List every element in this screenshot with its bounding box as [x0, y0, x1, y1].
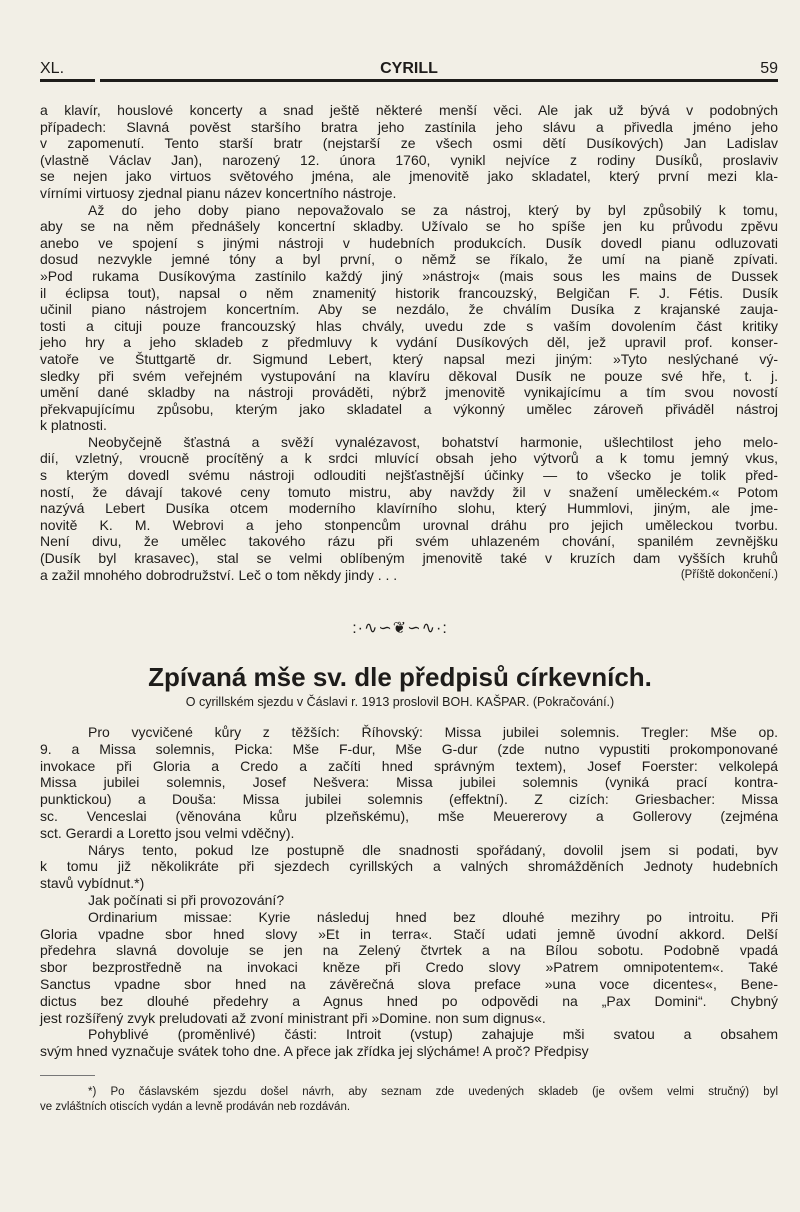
- text-line: [40, 185, 778, 202]
- line-text: stavů vybídnut.*): [40, 875, 145, 892]
- text-line: [40, 351, 778, 368]
- line-text: dií, vzletný, vroucně procítěný a k srdci mluvící obsah jeho výtvorů a k tomu jemný vkus,: [40, 450, 778, 467]
- line-text: »Pod rukama Dusíkovýma zastínilo každý jiný »nástroj« (mais sous les mains de Dussek: [40, 267, 778, 284]
- footnote-line: *) Po čáslavském sjezdu došel návrh, aby seznam zde uvedených skladeb (je ovšem velmi stručný) byl: [88, 1086, 778, 1098]
- volume-number: XL.: [40, 60, 65, 77]
- line-text: Pohyblivé (proměnlivé) části: Introit (vstup) zahajuje mši svatou a obsahem: [88, 1026, 778, 1043]
- text-line: [40, 368, 778, 385]
- line-text: a zažil mnohého dobrodružství. Leč o tom někdy jindy . . .: [40, 566, 398, 583]
- line-text: sbor bezprostředně na invokaci kněze při Credo slovy »Patrem omnipotentem«. Také: [40, 959, 778, 976]
- line-text: svým hned vyznačuje svátek toho dne. A přece jak zřídka jej slýcháme! A proč? Předpisy: [40, 1043, 589, 1060]
- text-line: [40, 1026, 778, 1043]
- text-line: [40, 384, 778, 401]
- line-text: Gloria vpadne sbor hned slovy »Et in terra«. Stačí udati jemně úvodní akkord. Delší: [40, 925, 778, 942]
- text-line: [40, 285, 778, 302]
- line-text: Missa jubilei solemnis, Josef Nešvera: Missa jubilei solemnis (vyniká prací kontra-: [40, 774, 778, 791]
- text-line: [40, 724, 778, 741]
- line-text: sc. Venceslai (věnována kůru plzeňskému), mše Meuererovy a Gollerovy (zejména: [40, 807, 778, 824]
- article-title: Zpívaná mše sv. dle předpisů církevních.: [148, 662, 652, 692]
- line-text: překvapujícímu způsobu, kterým jako skladatel a výkonný umělec zároveň přiváděl nástroj: [40, 400, 778, 417]
- running-header: [40, 58, 778, 80]
- text-line: [40, 808, 778, 825]
- header-rule-main: [100, 79, 778, 82]
- line-text: jeho hry a jeho skladeb z předmluvy k vydání Dusíkových děl, jež upravil prof. konser-: [40, 334, 778, 351]
- line-text: punktickou) a Douša: Missa jubilei solemnis (effektní). Z cizích: Griesbacher: Missa: [40, 791, 778, 808]
- line-text: ností, že dávají takové ceny tomuto mistru, aby navždy žil v snažení uměleckém.« Potom: [40, 483, 778, 500]
- text-line: [40, 993, 778, 1010]
- line-text: k tomu již několikráte při sjezdech cyrillských a valných shromážděních Jednoty hudebních: [40, 858, 778, 875]
- text-line: [40, 301, 778, 318]
- article-mass-text: [40, 724, 778, 1060]
- line-text: případech: Slavná pověst staršího bratra jeho zastínila jeho slávu a přivedla jméno jeho: [40, 118, 778, 135]
- footnote-rule: [40, 1075, 95, 1076]
- footnote: [40, 1085, 778, 1115]
- text-line: [40, 942, 778, 959]
- line-text: novitě K. M. Webrovi a jeho stonpencům urovnal dráhu pro jejich uměleckou tvorbu.: [40, 516, 778, 533]
- text-line: [40, 318, 778, 335]
- line-text: Nárys tento, pokud lze postupně dle snadnosti spořádaný, dovolil jsem si podati, byv: [88, 841, 778, 858]
- text-line: [40, 218, 778, 235]
- text-line: [40, 168, 778, 185]
- text-line: [40, 500, 778, 517]
- text-line: [40, 926, 778, 943]
- text-line: [40, 892, 778, 909]
- text-line: [40, 976, 778, 993]
- text-line: [40, 152, 778, 169]
- text-line: [40, 741, 778, 758]
- line-text: (vlastně Václav Jan), narozený 12. února 1760, vynikl nejvíce z rodiny Dusíků, proslaviv: [40, 151, 778, 168]
- line-text: učinil piano nástrojem koncertním. Aby se nezdálo, že chválím Dusíka z krajanské zauja-: [40, 301, 778, 318]
- line-text: nazývá Lebert Dusíka otcem moderního klavírního slohu, který Hummlovi, jiným, ale jme-: [40, 500, 778, 517]
- text-line: [40, 484, 778, 501]
- text-line: [40, 235, 778, 252]
- text-line: [40, 959, 778, 976]
- text-line: [40, 251, 778, 268]
- text-line: [40, 102, 778, 119]
- line-text: 9. a Missa solemnis, Picka: Mše F-dur, Mše G-dur (zde nutno vypustiti prokomponované: [40, 740, 778, 757]
- line-text: Ordinarium missae: Kyrie následuj hned bez dlouhé mezihry po introitu. Při: [88, 908, 778, 925]
- text-line: [40, 450, 778, 467]
- line-text: vírními virtuosy zjednal pianu název koncertního nástroje.: [40, 184, 397, 201]
- text-line: [40, 1010, 778, 1027]
- text-line: [40, 533, 778, 550]
- text-line: [40, 825, 778, 842]
- line-text: vatoře ve Štuttgartě dr. Sigmund Lebert, který napsal mezi jiným: »Tyto neslýchané vý-: [40, 350, 778, 367]
- footnote-line: ve zvláštních otiscích vydán a levně prodáván neb rozdáván.: [40, 1101, 351, 1113]
- article-dusik-text: [40, 102, 778, 583]
- article-byline: O cyrillském sjezdu v Čáslavi r. 1913 proslovil BOH. KAŠPAR. (Pokračování.): [185, 695, 615, 709]
- text-line: [40, 434, 778, 451]
- line-text: Jak počínati si při provozování?: [88, 891, 285, 908]
- text-line: [40, 875, 778, 892]
- text-line: [40, 842, 778, 859]
- text-line: [40, 858, 778, 875]
- line-text: dosud nezvykle jemné tóny a byl první, o němž se říkalo, že umí na pianě zpívati.: [40, 251, 778, 268]
- continued-note: (Příště dokončení.): [680, 568, 778, 581]
- line-text: jest rozšířený zvyk preludovati až zvoní ministrant při »Domine. non sum dignus«.: [40, 1009, 546, 1026]
- header-rule-left: [40, 79, 95, 82]
- text-line: [40, 774, 778, 791]
- text-line: [40, 334, 778, 351]
- line-text: sct. Gerardi a Loretto jsou velmi vděčny).: [40, 824, 295, 841]
- line-text: Neobyčejně šťastná a svěží vynalézavost, bohatství harmonie, ušlechtilost jeho melo-: [88, 433, 778, 450]
- line-text: s kterým dovedl svému nástroji odlouditi nejšťastnější účinky — to všecko je tolik před-: [40, 467, 778, 484]
- text-line: [40, 517, 778, 534]
- line-text: Pro vycvičené kůry z těžších: Říhovský: Missa jubilei solemnis. Tregler: Mše op.: [88, 724, 778, 740]
- line-text: Sanctus vpadne sbor hned na závěrečná slova preface »una voce dicentes«, Bene-: [40, 975, 778, 992]
- text-line: [40, 550, 778, 567]
- line-text: předehra slavná dovoluje se jen na Zelený čtvrtek a na Bílou sobotu. Podobně vpadá: [40, 942, 778, 959]
- text-line: [40, 567, 778, 584]
- line-text: a klavír, houslové koncerty a snad ještě některé menší věci. Ale jak už bývá v podobných: [40, 102, 778, 118]
- line-text: aby se na něm přednášely koncertní skladby. Užívalo se ho spíše jen ku průvodu zpěvu: [40, 218, 778, 235]
- journal-title: CYRILL: [380, 60, 438, 77]
- line-text: v zapomenutí. Tento starší bratr (nejstarší ze všech osmi dětí Dusíkových) Jan Ladislav: [40, 135, 778, 152]
- text-line: [40, 119, 778, 136]
- line-text: dictus bez dlouhé předehry a Agnus hned po odpovědi na „Pax Domini“. Chybný: [40, 992, 778, 1009]
- line-text: Až do jeho doby piano nepovažovalo se za nástroj, který by byl způsobilý k tomu,: [88, 201, 778, 218]
- line-text: (Dusík byl krasavec), stal se velmi oblíbeným jmenovitě také v kruzích dam vyšších kruhů: [40, 550, 778, 567]
- text-line: [40, 135, 778, 152]
- text-line: [40, 202, 778, 219]
- line-text: k platnosti.: [40, 417, 107, 434]
- line-text: invokace při Gloria a Credo a začíti hned správným textem), Josef Foerster: velkolepá: [40, 757, 778, 774]
- text-line: [40, 417, 778, 434]
- text-line: [40, 758, 778, 775]
- line-text: tosti a cituji pouze francouzský hlas chvály, uvedu zde s vaším dovolením část kritiky: [40, 317, 778, 334]
- line-text: anebo ve spojení s jinými nástroji v hudebních produkcích. Dusík dovedl pianu odluzovati: [40, 234, 778, 251]
- text-line: [40, 268, 778, 285]
- page-number: 59: [760, 60, 778, 77]
- text-line: [40, 791, 778, 808]
- line-text: umění dané skladby na nástroji prováděti, nýbrž jmenovitě vynikajícímu a tím svou novostí: [40, 384, 778, 401]
- line-text: Není divu, že umělec takového rázu při svém uhlazeném chování, spanilém zevnějšku: [40, 533, 778, 550]
- ornament-divider: :·∿∽❦∽∿·:: [352, 620, 448, 637]
- text-line: [40, 401, 778, 418]
- text-line: [40, 909, 778, 926]
- line-text: il éclipsa tout), napsal o něm znamenitý historik francouzský, Belgičan F. J. Fétis. Dusík: [40, 284, 778, 301]
- text-line: [40, 1043, 778, 1060]
- line-text: sledky při svém veřejném vystupování na klavíru děkoval Dusík ne pouze své hře, t. j.: [40, 367, 778, 384]
- text-line: [40, 467, 778, 484]
- line-text: se nejen jako virtuos světového jména, ale jmenovitě jako skladatel, který první mezi kla-: [40, 168, 778, 185]
